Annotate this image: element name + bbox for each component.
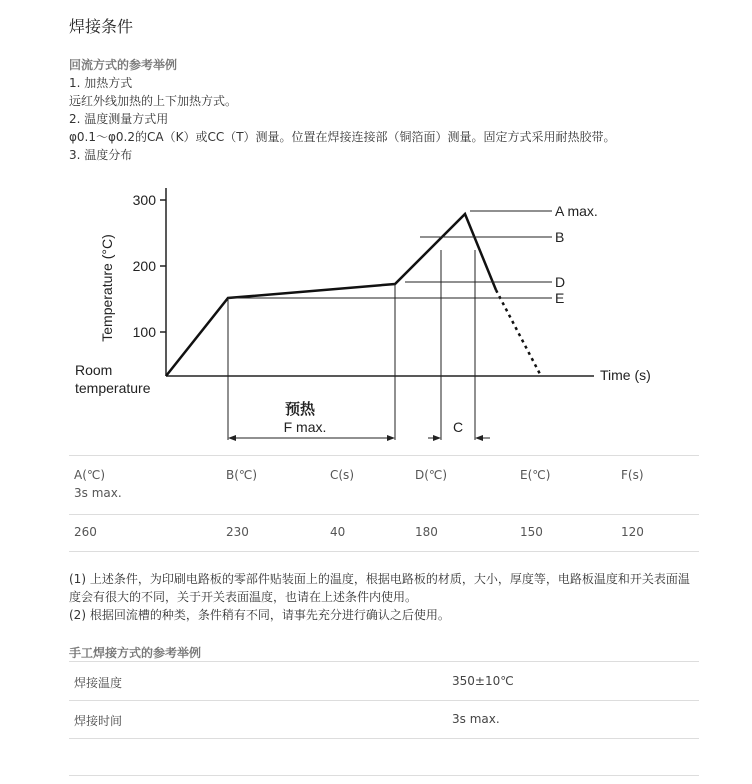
item-temp-distribution: 3. 温度分布 xyxy=(69,148,133,162)
manual-row-temperature xyxy=(69,661,699,701)
profile-solid xyxy=(166,214,496,376)
c-label: C xyxy=(452,419,464,435)
reflow-table-header xyxy=(69,455,699,515)
tick-label-100: 100 xyxy=(132,324,156,340)
header-f: F(s) xyxy=(621,468,644,482)
manual-heading: 手工焊接方式的参考举例 xyxy=(69,646,202,660)
header-a: A(℃) xyxy=(74,468,106,482)
item-measure-text: φ0.1～φ0.2的CA（K）或CC（T）测量。位置在焊接连接部（铜箔面）测量。固定方式采用耐热胶带。 xyxy=(69,130,616,144)
room-label-2: temperature xyxy=(75,380,151,396)
header-c: C(s) xyxy=(330,468,354,482)
note-2: (2) 根据回流槽的种类，条件稍有不同，请事先充分进行确认之后使用。 xyxy=(69,608,450,622)
marker-b-label: B xyxy=(555,229,565,245)
bottom-divider xyxy=(69,775,699,776)
header-d: D(℃) xyxy=(415,468,448,482)
item-heating-method: 1. 加热方式 xyxy=(69,76,133,90)
value-d: 180 xyxy=(415,525,438,539)
header-b: B(℃) xyxy=(226,468,258,482)
f-arrow-left-head xyxy=(228,435,236,441)
page-title: 焊接条件 xyxy=(69,17,134,36)
preheat-label: 预热 xyxy=(284,400,316,418)
header-e: E(℃) xyxy=(520,468,551,482)
value-e: 150 xyxy=(520,525,543,539)
marker-d-label: D xyxy=(555,274,566,290)
value-f: 120 xyxy=(621,525,644,539)
value-a: 260 xyxy=(74,525,97,539)
marker-e-label: E xyxy=(555,290,565,306)
manual-label-temperature: 焊接温度 xyxy=(74,676,123,690)
reflow-table-values xyxy=(69,513,699,552)
value-b: 230 xyxy=(226,525,249,539)
f-arrow-right-head xyxy=(387,435,395,441)
tick-label-300: 300 xyxy=(132,192,156,208)
item-measure-method: 2. 温度测量方式用 xyxy=(69,112,169,126)
c-arrow-left-head xyxy=(433,435,441,441)
note-1: (1) 上述条件，为印刷电路板的零部件贴装面上的温度，根据电路板的材质，大小，厚度等，电路板温度和开关表面温度会有很大的不同，关于开关表面温度，也请在上述条件内使用。 xyxy=(69,572,690,604)
manual-value-temperature: 350±10℃ xyxy=(452,674,514,688)
manual-row-time xyxy=(69,700,699,739)
c-arrow-right-head xyxy=(475,435,483,441)
manual-value-time: 3s max. xyxy=(452,712,500,726)
value-c: 40 xyxy=(330,525,346,539)
item-heating-text: 远红外线加热的上下加热方式。 xyxy=(69,94,238,108)
y-axis-label: Temperature (°C) xyxy=(99,234,115,342)
room-label-1: Room xyxy=(75,362,113,378)
manual-label-time: 焊接时间 xyxy=(74,714,123,728)
tick-label-200: 200 xyxy=(132,258,156,274)
x-axis-label: Time (s) xyxy=(600,367,651,383)
temperature-profile-chart xyxy=(0,170,752,450)
f-max-label: F max. xyxy=(283,419,327,435)
reflow-heading: 回流方式的参考举例 xyxy=(69,58,178,72)
header-a-sub: 3s max. xyxy=(74,486,122,500)
marker-a-label: A max. xyxy=(555,203,598,219)
profile-dotted xyxy=(496,290,541,376)
